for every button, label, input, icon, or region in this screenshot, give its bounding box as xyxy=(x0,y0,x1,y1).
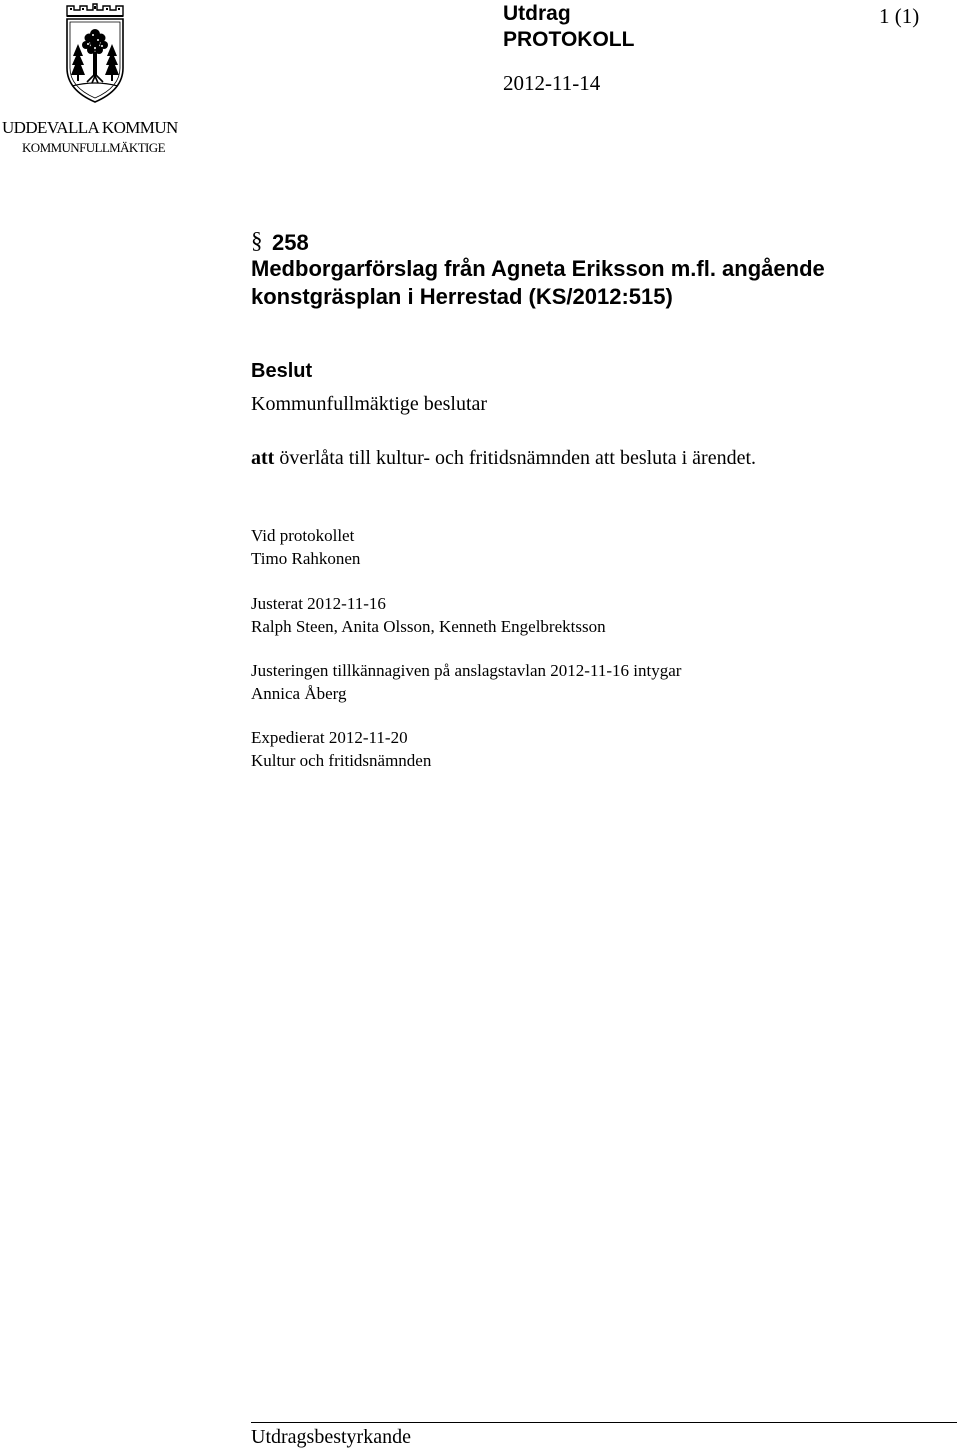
document-type: Utdrag xyxy=(503,2,571,25)
coat-of-arms-emblem xyxy=(62,2,128,106)
posting-notice-line: Justeringen tillkännagiven på anslagstavlan 2012-11-16 intygar xyxy=(251,661,682,680)
document-name: PROTOKOLL xyxy=(503,28,635,51)
minutes-taker-name: Timo Rahkonen xyxy=(251,549,361,568)
section-symbol: § xyxy=(251,228,263,253)
item-title-line-1: Medborgarförslag från Agneta Eriksson m.fl. angående xyxy=(251,256,825,281)
page-number: 1 (1) xyxy=(879,4,920,28)
footer-divider xyxy=(251,1422,957,1423)
item-title-line-2: konstgräsplan i Herrestad (KS/2012:515) xyxy=(251,284,673,309)
decision-body: överlåta till kultur- och fritidsnämnden att besluta i ärendet. xyxy=(279,447,756,469)
decision-keyword: att xyxy=(251,447,275,469)
organization-unit: KOMMUNFULLMÄKTIGE xyxy=(22,140,165,155)
organization-name: UDDEVALLA KOMMUN xyxy=(2,118,178,137)
decision-text xyxy=(251,447,756,470)
decision-intro: Kommunfullmäktige beslutar xyxy=(251,393,488,415)
checked-by-names: Ralph Steen, Anita Olsson, Kenneth Engelbrektsson xyxy=(251,617,606,636)
checked-date-line: Justerat 2012-11-16 xyxy=(251,594,386,613)
document-date: 2012-11-14 xyxy=(503,71,601,95)
posting-certified-by: Annica Åberg xyxy=(251,684,347,703)
dispatch-recipient: Kultur och fritidsnämnden xyxy=(251,751,432,770)
footer-certification-label: Utdragsbestyrkande xyxy=(251,1426,411,1448)
item-number: 258 xyxy=(272,230,309,255)
decision-heading: Beslut xyxy=(251,360,313,382)
dispatch-date-line: Expedierat 2012-11-20 xyxy=(251,728,408,747)
minutes-taker-label: Vid protokollet xyxy=(251,526,355,545)
